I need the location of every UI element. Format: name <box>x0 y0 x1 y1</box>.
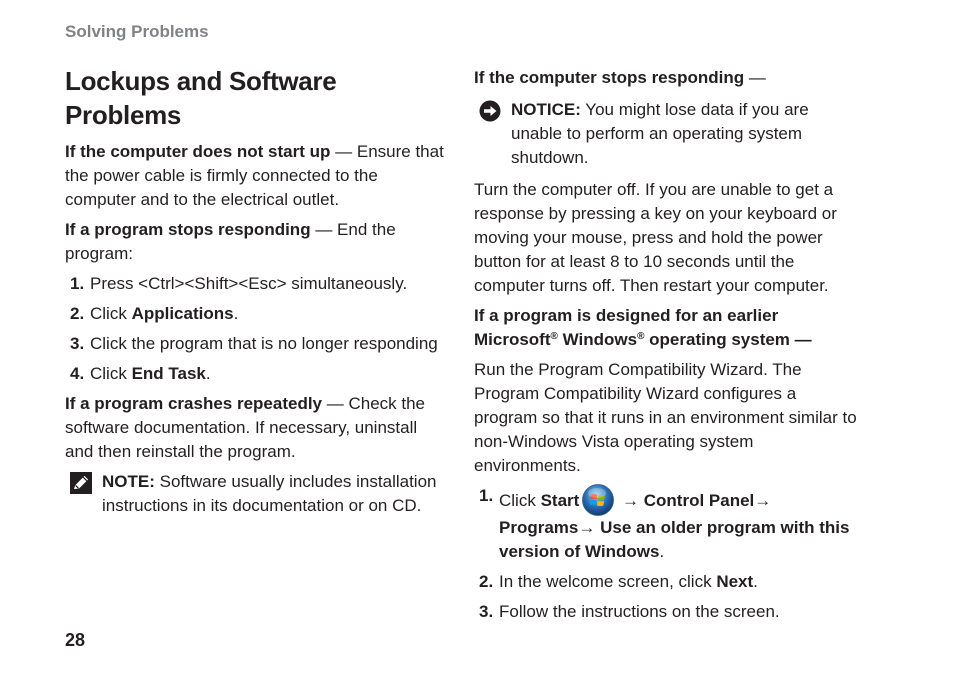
note-label: NOTE: <box>102 472 155 491</box>
list-item <box>65 332 447 356</box>
step-text-end: . <box>659 542 665 561</box>
registered-mark: ® <box>637 331 645 342</box>
text-crashes: — Check the software documentation. If necessary, uninstall and then reinstall the program. <box>65 394 426 461</box>
step-number: 3. <box>479 602 494 621</box>
paragraph-stops-responding <box>65 218 447 266</box>
note-text: Software usually includes installation instructions in its documentation or on CD. <box>102 472 437 515</box>
step-text-end: . <box>753 572 758 591</box>
text-no-start: — Ensure that the power cable is firmly connected to the computer and to the electrical outlet. <box>65 142 444 209</box>
heading-earlier-windows-a: If a program is designed for an earlier Microsoft <box>474 306 779 349</box>
paragraph-crashes <box>65 392 447 464</box>
text-computer-stops: — <box>744 68 766 87</box>
compat-wizard-steps <box>474 484 864 624</box>
running-head: Solving Problems <box>65 22 209 41</box>
page-number: 28 <box>65 630 86 650</box>
heading-stops-responding: If a program stops responding <box>65 220 311 239</box>
step-text: Follow the instructions on the screen. <box>499 602 780 621</box>
step-number: 2. <box>70 304 85 323</box>
step-number: 3. <box>70 334 85 353</box>
note-callout <box>65 470 447 518</box>
end-task-label: End Task <box>131 364 206 383</box>
step-text: Click <box>499 491 541 510</box>
right-column <box>474 66 864 630</box>
list-item <box>474 484 864 564</box>
paragraph-turn-off: Turn the computer off. If you are unable to get a response by pressing a key on your keyboard or moving your mouse, press and hold the power button for at least 8 to 10 seconds until the computer turns off. Then restart your computer. <box>474 180 837 295</box>
next-label: Next <box>716 572 754 591</box>
step-text: Press <Ctrl><Shift><Esc> simultaneously. <box>90 274 408 293</box>
list-item <box>474 570 864 594</box>
applications-label: Applications <box>131 304 234 323</box>
heading-earlier-windows <box>474 304 864 352</box>
step-text: Click <box>90 364 132 383</box>
older-program-label: Use an older program with this version of Windows <box>499 518 850 561</box>
step-text: Click the program that is no longer responding <box>90 334 438 353</box>
windows-start-orb-icon <box>582 484 614 516</box>
registered-mark: ® <box>550 331 558 342</box>
start-label: Start <box>540 491 580 510</box>
paragraph-compat-wizard: Run the Program Compatibility Wizard. The Program Compatibility Wizard configures a program so that it runs in an environment similar to non-Windows Vista operating system environments. <box>474 360 857 475</box>
heading-computer-stops: If the computer stops responding <box>474 68 745 87</box>
pencil-note-icon <box>70 472 92 494</box>
step-text: Click <box>90 304 132 323</box>
control-panel-label: Control Panel <box>643 491 755 510</box>
heading-no-start: If the computer does not start up <box>65 142 331 161</box>
step-number: 2. <box>479 572 494 591</box>
notice-callout <box>474 98 864 170</box>
list-item <box>474 600 864 624</box>
heading-earlier-windows-b: Windows <box>557 330 638 349</box>
step-text-end: . <box>205 364 211 383</box>
step-text-end: . <box>233 304 239 323</box>
notice-icon <box>479 100 501 122</box>
list-item <box>65 362 447 386</box>
arrow-separator: → <box>578 518 601 537</box>
heading-crashes: If a program crashes repeatedly <box>65 394 323 413</box>
list-item <box>65 272 447 296</box>
arrow-separator: → <box>617 491 644 510</box>
notice-label: NOTICE: <box>511 100 581 119</box>
page-title: Lockups and Software Problems <box>65 66 337 130</box>
end-program-steps <box>65 272 447 386</box>
paragraph-computer-stops <box>474 66 864 90</box>
notice-text: You might lose data if you are unable to perform an operating system shutdown. <box>511 100 809 167</box>
step-number: 1. <box>479 486 494 505</box>
left-column <box>65 64 447 526</box>
text-stops-responding: — End the program: <box>65 220 396 263</box>
step-text: In the welcome screen, click <box>499 572 717 591</box>
step-number: 1. <box>70 274 85 293</box>
arrow-separator: → <box>754 491 772 510</box>
step-number: 4. <box>70 364 85 383</box>
paragraph-no-start <box>65 140 447 212</box>
heading-earlier-windows-c: operating system — <box>644 330 812 349</box>
programs-label: Programs <box>499 518 579 537</box>
list-item <box>65 302 447 326</box>
